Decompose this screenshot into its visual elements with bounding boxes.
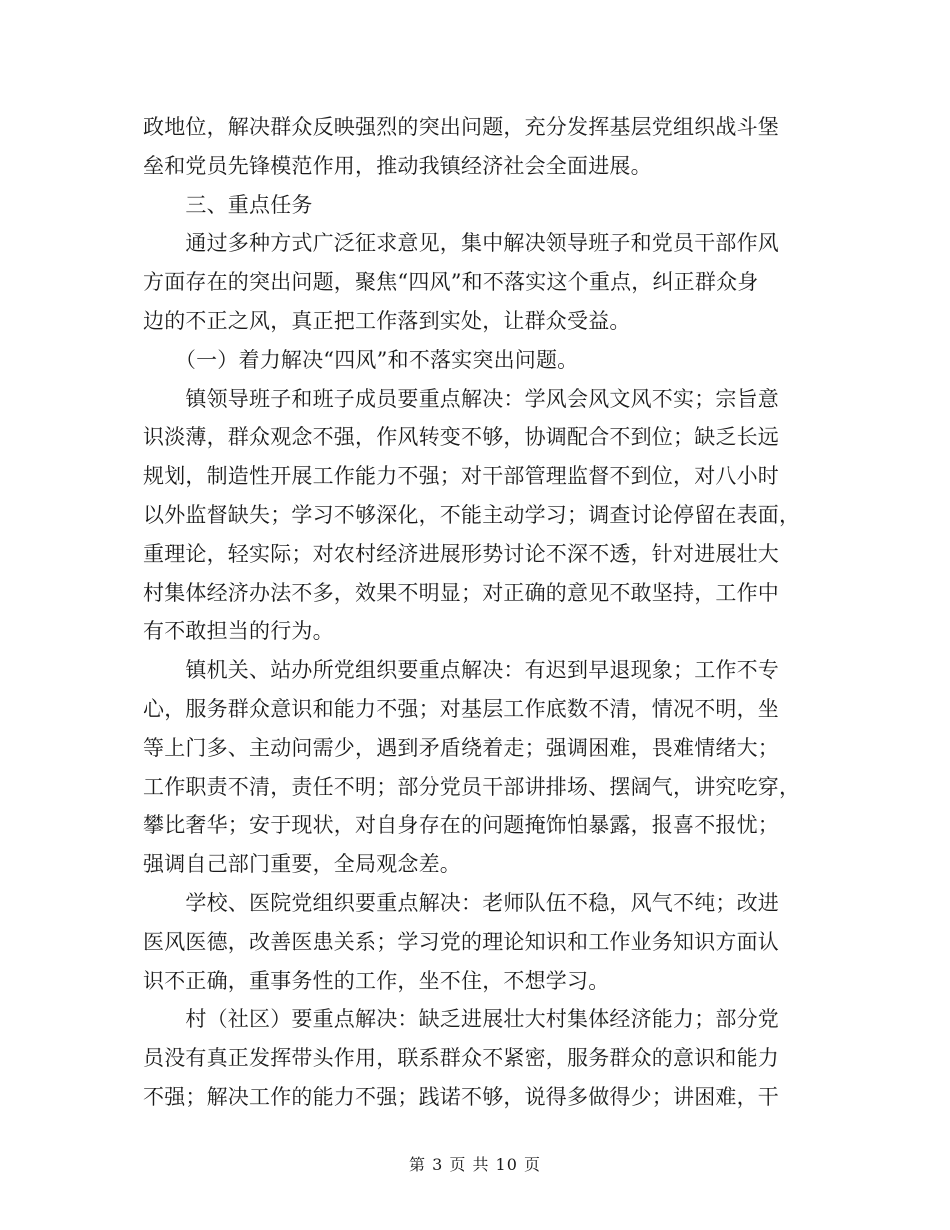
text-line: 不强；解决工作的能力不强；践诺不够，说得多做得少；讲困难，干 bbox=[143, 1084, 779, 1109]
text-line: 重理论，轻实际；对农村经济进展形势讨论不深不透，针对进展壮大 bbox=[143, 541, 779, 566]
page-number: 第 3 页 共 10 页 bbox=[409, 1155, 541, 1174]
text-line: 通过多种方式广泛征求意见，集中解决领导班子和党员干部作风 bbox=[143, 231, 779, 256]
text-line: 识淡薄，群众观念不强，作风转变不够，协调配合不到位；缺乏长远 bbox=[143, 425, 779, 450]
text-line: 垒和党员先锋模范作用，推动我镇经济社会全面进展。 bbox=[143, 153, 652, 178]
text-line: 镇领导班子和班子成员要重点解决：学风会风文风不实；宗旨意 bbox=[143, 386, 779, 411]
text-line: 有不敢担当的行为。 bbox=[143, 619, 334, 644]
text-line: 攀比奢华；安于现状，对自身存在的问题掩饰怕暴露，报喜不报忧； bbox=[143, 813, 779, 838]
text-line: 等上门多、主动问需少，遇到矛盾绕着走；强调困难，畏难情绪大； bbox=[143, 735, 779, 760]
text-line: 方面存在的突出问题，聚焦“四风”和不落实这个重点，纠正群众身 bbox=[143, 270, 759, 295]
text-line: 医风医德，改善医患关系；学习党的理论知识和工作业务知识方面认 bbox=[143, 929, 779, 954]
section-heading: 三、重点任务 bbox=[143, 192, 313, 217]
text-line: 边的不正之风，真正把工作落到实处，让群众受益。 bbox=[143, 308, 631, 333]
text-line: 规划，制造性开展工作能力不强；对干部管理监督不到位，对八小时 bbox=[143, 464, 779, 489]
text-line: 工作职责不清，责任不明；部分党员干部讲排场、摆阔气，讲究吃穿， bbox=[143, 774, 801, 799]
text-line: 镇机关、站办所党组织要重点解决：有迟到早退现象；工作不专 bbox=[143, 658, 779, 683]
text-line: 政地位，解决群众反映强烈的突出问题，充分发挥基层党组织战斗堡 bbox=[143, 115, 779, 139]
document-body bbox=[143, 108, 813, 1117]
text-line: 村集体经济办法不多，效果不明显；对正确的意见不敢坚持，工作中 bbox=[143, 580, 779, 605]
text-line: 以外监督缺失；学习不够深化，不能主动学习；调查讨论停留在表面， bbox=[143, 502, 801, 527]
subsection-heading: （一）着力解决“四风”和不落实突出问题。 bbox=[143, 347, 579, 372]
text-line: 员没有真正发挥带头作用，联系群众不紧密，服务群众的意识和能力 bbox=[143, 1046, 779, 1071]
text-line: 识不正确，重事务性的工作，坐不住，不想学习。 bbox=[143, 968, 610, 993]
text-line: 心，服务群众意识和能力不强；对基层工作底数不清，情况不明，坐 bbox=[143, 696, 779, 721]
text-line: 村（社区）要重点解决：缺乏进展壮大村集体经济能力；部分党 bbox=[143, 1007, 779, 1032]
text-line: 学校、医院党组织要重点解决：老师队伍不稳，风气不纯；改进 bbox=[143, 890, 779, 915]
text-line: 强调自己部门重要，全局观念差。 bbox=[143, 852, 461, 877]
